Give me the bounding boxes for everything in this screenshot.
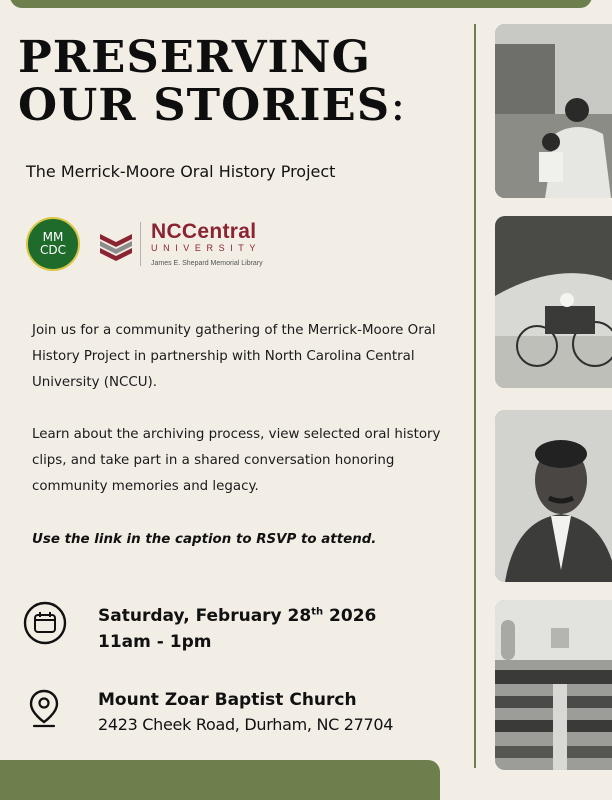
location-pin-icon	[28, 688, 60, 730]
bottom-accent-bar	[0, 760, 440, 800]
event-date: Saturday, February 28th 2026	[98, 606, 377, 626]
calendar-icon	[23, 601, 67, 645]
mmcdc-logo: MM CDC	[26, 217, 80, 271]
title-line-1: PRESERVING	[18, 32, 371, 83]
nccu-university: UNIVERSITY	[151, 243, 262, 253]
intro-paragraph: Join us for a community gathering of the Merrick-Moore Oral History Project in partnership with North Carolina Central University (NCCU).	[32, 323, 436, 390]
subtitle: The Merrick-Moore Oral History Project	[26, 162, 336, 181]
nccu-library: James E. Shepard Memorial Library	[151, 260, 263, 267]
details-paragraph: Learn about the archiving process, view selected oral history clips, and take part in a shared conversation honoring community memories and legacy.	[32, 427, 441, 494]
archive-photo-father-child	[495, 24, 612, 198]
rsvp-note: Use the link in the caption to RSVP to attend.	[32, 532, 377, 547]
event-time: 11am - 1pm	[98, 632, 212, 652]
page-title	[18, 34, 406, 130]
archive-photo-carriage	[495, 216, 612, 388]
title-line-2: OUR STORIES:	[18, 80, 407, 131]
nccu-logo	[98, 221, 263, 267]
nccu-chevron-icon	[98, 226, 134, 262]
event-venue: Mount Zoar Baptist Church	[98, 690, 357, 710]
archive-photo-congregation	[495, 600, 612, 770]
archive-photo-portrait	[495, 410, 612, 582]
nccu-name: NCCentral	[151, 220, 257, 243]
event-address: 2423 Cheek Road, Durham, NC 27704	[98, 715, 394, 734]
top-accent-bar	[10, 0, 592, 8]
divider-line	[474, 24, 476, 768]
partner-logos	[26, 214, 263, 274]
logo-divider	[140, 222, 141, 266]
